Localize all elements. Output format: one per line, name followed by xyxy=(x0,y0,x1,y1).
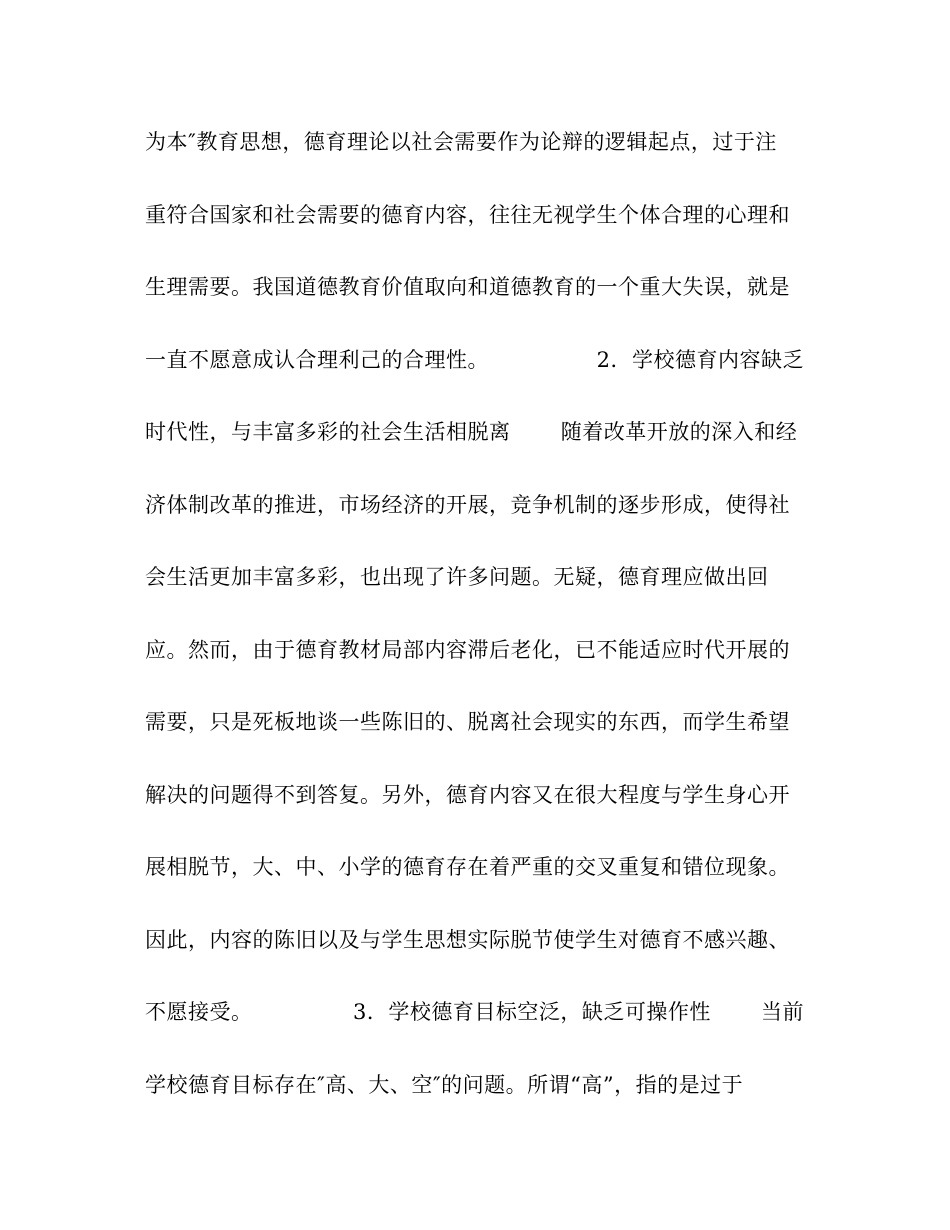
text-line: 重符合国家和社会需要的德育内容，往往无视学生个体合理的心理和 xyxy=(145,202,790,227)
text-line: 济体制改革的推进，市场经济的开展，竞争机制的逐步形成，使得社 xyxy=(145,492,790,517)
text-line: 需要，只是死板地谈一些陈旧的、脱离社会现实的东西，而学生希望 xyxy=(145,710,790,734)
text-line: 一直不愿意成认合理利己的合理性。 2．学校德育内容缺乏 xyxy=(145,347,804,372)
text-line: 不愿接受。 3．学校德育目标空泛，缺乏可操作性 当前 xyxy=(145,1000,805,1024)
text-line: 应。然而，由于德育教材局部内容滞后老化，已不能适应时代开展的 xyxy=(145,637,790,662)
text-line: 展相脱节，大、中、小学的德育存在着严重的交叉重复和错位现象。 xyxy=(145,855,790,879)
text-line: 因此，内容的陈旧以及与学生思想实际脱节使学生对德育不感兴趣、 xyxy=(145,927,790,952)
text-line: 会生活更加丰富多彩，也出现了许多问题。无疑，德育理应做出回 xyxy=(145,565,769,589)
body-text xyxy=(145,118,825,1133)
text-line: 时代性，与丰富多彩的社会生活相脱离 随着改革开放的深入和经 xyxy=(145,420,798,444)
text-line: 为本″教育思想，德育理论以社会需要作为论辩的逻辑起点，过于注 xyxy=(145,130,777,154)
text-line: 学校德育目标存在″高、大、空″的问题。所谓“高”，指的是过于 xyxy=(145,1072,744,1097)
text-line: 解决的问题得不到答复。另外，德育内容又在很大程度与学生身心开 xyxy=(145,782,790,807)
text-line: 生理需要。我国道德教育价值取向和道德教育的一个重大失误，就是 xyxy=(145,275,790,299)
